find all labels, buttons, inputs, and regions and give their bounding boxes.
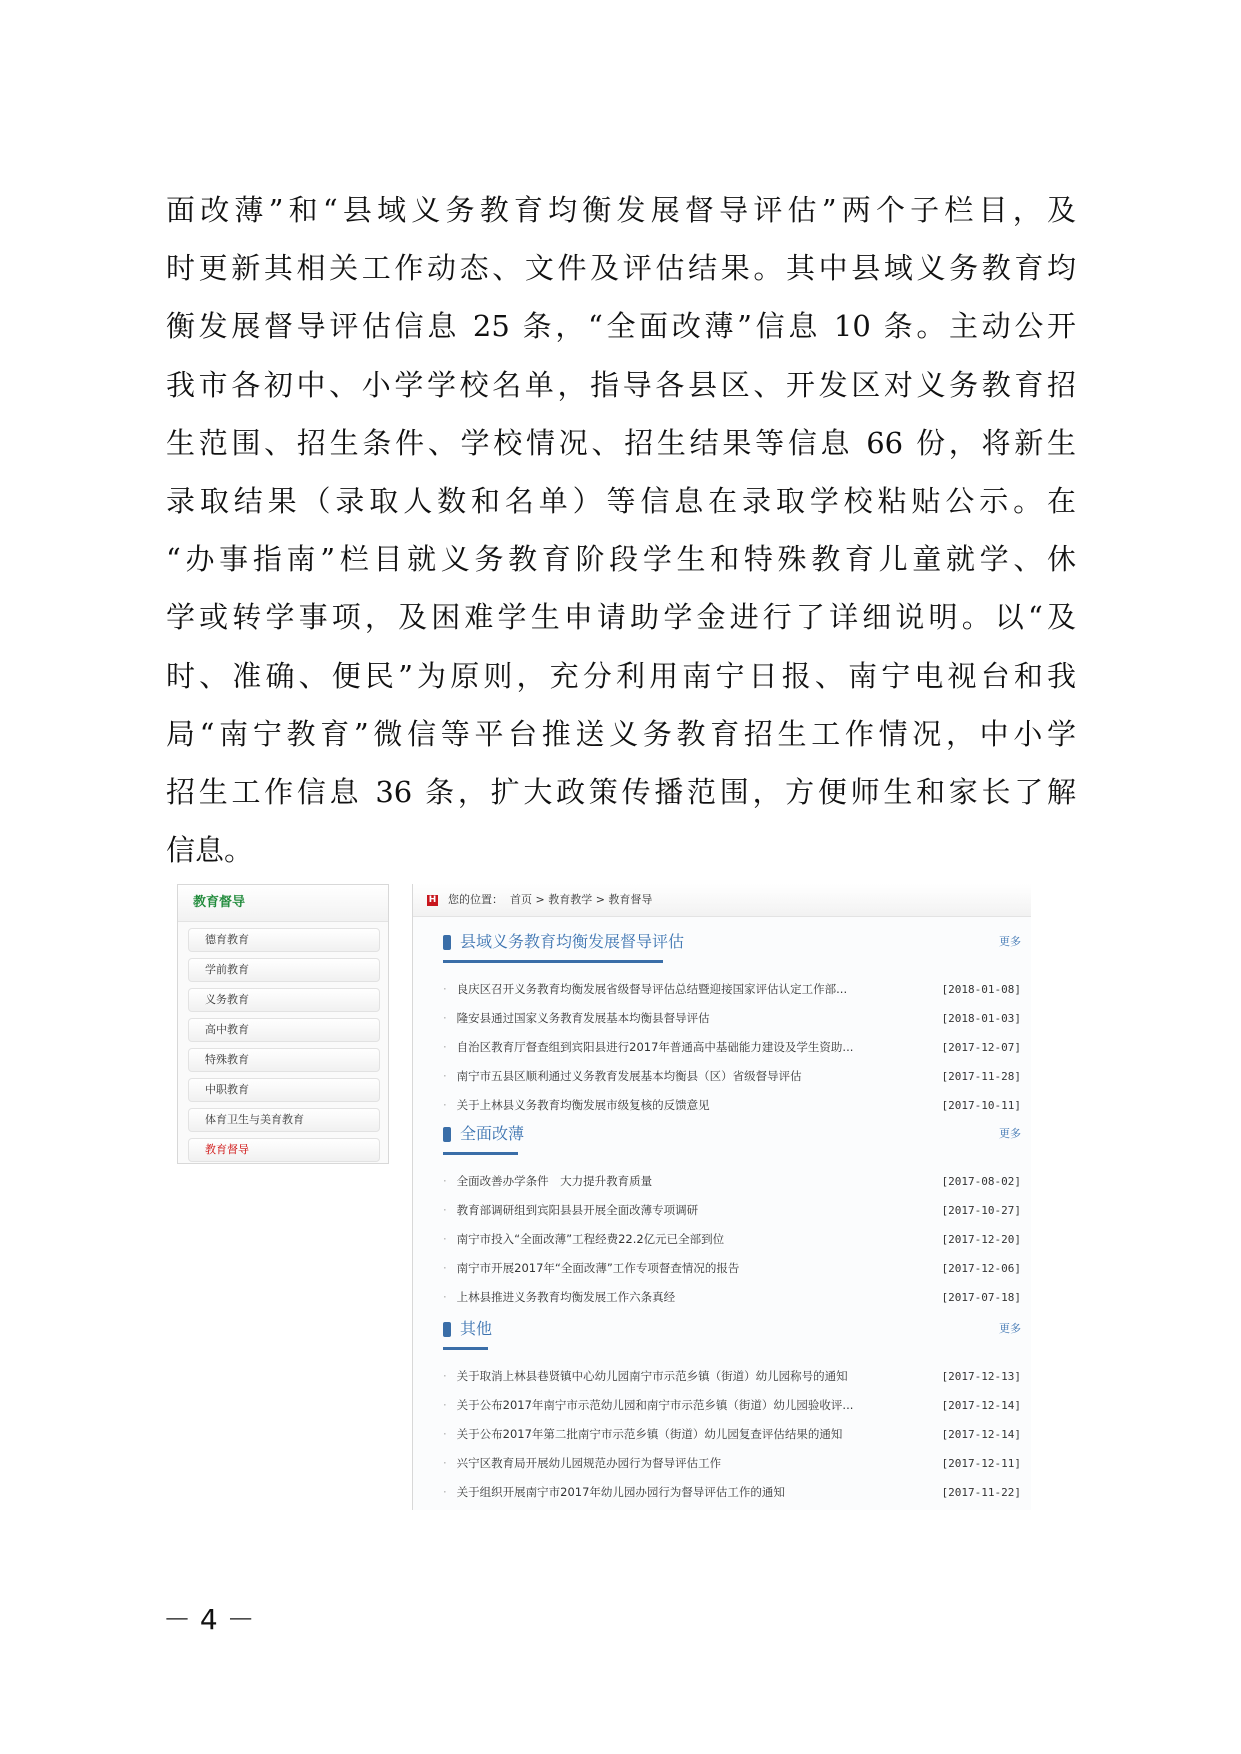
news-date: [2017-11-28]: [941, 1070, 1021, 1083]
body-line: 生范围、招生条件、学校情况、招生结果等信息 66 份，将新生: [166, 425, 1076, 460]
body-line: 招生工作信息 36 条，扩大政策传播范围，方便师生和家长了解: [166, 775, 1076, 809]
list-item[interactable]: [443, 1062, 1021, 1091]
news-date: [2017-12-14]: [941, 1399, 1021, 1412]
section-underline: [443, 960, 663, 963]
page-number: － 4 －: [163, 1603, 255, 1636]
list-item[interactable]: [443, 1167, 1021, 1196]
news-title-link[interactable]: · 南宁市五县区顺利通过义务教育发展基本均衡县（区）省级督导评估: [443, 1062, 802, 1091]
list-item[interactable]: [443, 1004, 1021, 1033]
section-title[interactable]: 其他: [460, 1319, 493, 1338]
news-list: [443, 1362, 1021, 1507]
news-section: [443, 1311, 1021, 1507]
news-title-link[interactable]: · 自治区教育厅督查组到宾阳县进行2017年普通高中基础能力建设及学生资助...: [443, 1033, 853, 1062]
content-panel: [412, 884, 1031, 1510]
breadcrumb-label: 您的位置：: [448, 893, 503, 906]
body-line: 录取结果（录取人数和名单）等信息在录取学校粘贴公示。在: [166, 484, 1076, 518]
news-title-link[interactable]: · 南宁市投入“全面改薄”工程经费22.2亿元已全部到位: [443, 1225, 724, 1254]
news-date: [2017-12-07]: [941, 1041, 1021, 1054]
list-item[interactable]: [443, 1225, 1021, 1254]
news-title-link[interactable]: · 良庆区召开义务教育均衡发展省级督导评估总结暨迎接国家评估认定工作部...: [443, 975, 847, 1004]
news-title-link[interactable]: · 上林县推进义务教育均衡发展工作六条真经: [443, 1283, 675, 1312]
body-line: 时、准确、便民”为原则，充分利用南宁日报、南宁电视台和我: [166, 658, 1076, 693]
news-date: [2018-01-08]: [941, 983, 1021, 996]
sidebar-item[interactable]: 义务教育: [188, 988, 380, 1012]
body-line: 学或转学事项，及困难学生申请助学金进行了详细说明。以“及: [166, 600, 1076, 635]
section-title[interactable]: 全面改薄: [460, 1124, 525, 1143]
more-link[interactable]: 更多: [999, 1127, 1021, 1140]
section-underline: [443, 1152, 518, 1155]
breadcrumb: [413, 884, 1031, 917]
body-line: 我市各初中、小学学校名单，指导各县区、开发区对义务教育招: [166, 367, 1076, 402]
sidebar-item[interactable]: 特殊教育: [188, 1048, 380, 1072]
sidebar-item[interactable]: 体育卫生与美育教育: [188, 1108, 380, 1132]
list-item[interactable]: [443, 975, 1021, 1004]
sidebar-item[interactable]: 学前教育: [188, 958, 380, 982]
news-date: [2017-07-18]: [941, 1291, 1021, 1304]
list-item[interactable]: [443, 1478, 1021, 1507]
news-date: [2017-12-11]: [941, 1457, 1021, 1470]
more-link[interactable]: 更多: [999, 935, 1021, 948]
news-date: [2017-11-22]: [941, 1486, 1021, 1499]
news-list: [443, 975, 1021, 1120]
sidebar-item[interactable]: 高中教育: [188, 1018, 380, 1042]
body-line: 衡发展督导评估信息 25 条，“全面改薄”信息 10 条。主动公开: [166, 309, 1076, 344]
news-section: [443, 1116, 1021, 1312]
section-header: [443, 1116, 1021, 1152]
body-line: 时更新其相关工作动态、文件及评估结果。其中县域义务教育均: [166, 251, 1076, 286]
news-title-link[interactable]: · 教育部调研组到宾阳县县开展全面改薄专项调研: [443, 1196, 698, 1225]
news-section: [443, 924, 1021, 1120]
sidebar-item[interactable]: 教育督导: [188, 1138, 380, 1162]
body-line: “办事指南”栏目就义务教育阶段学生和特殊教育儿童就学、休: [166, 542, 1076, 577]
section-header: [443, 1311, 1021, 1347]
book-icon: [443, 1127, 451, 1142]
news-date: [2017-12-14]: [941, 1428, 1021, 1441]
section-header: [443, 924, 1021, 960]
book-icon: [443, 1322, 451, 1337]
body-line: 信息。: [166, 833, 254, 868]
news-date: [2017-12-13]: [941, 1370, 1021, 1383]
news-title-link[interactable]: · 全面改善办学条件 大力提升教育质量: [443, 1167, 652, 1196]
news-date: [2017-10-11]: [941, 1099, 1021, 1112]
breadcrumb-path[interactable]: 首页 > 教育教学 > 教育督导: [510, 893, 653, 906]
list-item[interactable]: [443, 1362, 1021, 1391]
section-title[interactable]: 县域义务教育均衡发展督导评估: [460, 932, 685, 951]
home-icon: H: [428, 894, 437, 905]
news-date: [2017-08-02]: [941, 1175, 1021, 1188]
news-title-link[interactable]: · 兴宁区教育局开展幼儿园规范办园行为督导评估工作: [443, 1449, 721, 1478]
news-date: [2017-12-20]: [941, 1233, 1021, 1246]
news-date: [2018-01-03]: [941, 1012, 1021, 1025]
list-item[interactable]: [443, 1283, 1021, 1312]
news-title-link[interactable]: · 关于公布2017年南宁市示范幼儿园和南宁市示范乡镇（街道）幼儿园验收评...: [443, 1391, 853, 1420]
news-title-link[interactable]: · 南宁市开展2017年“全面改薄”工作专项督查情况的报告: [443, 1254, 739, 1283]
list-item[interactable]: [443, 1420, 1021, 1449]
book-icon: [443, 935, 451, 950]
news-title-link[interactable]: · 关于公布2017年第二批南宁市示范乡镇（街道）幼儿园复查评估结果的通知: [443, 1420, 842, 1449]
list-item[interactable]: [443, 1449, 1021, 1478]
news-date: [2017-10-27]: [941, 1204, 1021, 1217]
sidebar-panel: [177, 884, 389, 1164]
list-item[interactable]: [443, 1196, 1021, 1225]
sidebar-title: 教育督导: [178, 885, 388, 922]
news-date: [2017-12-06]: [941, 1262, 1021, 1275]
body-line: 面改薄”和“县域义务教育均衡发展督导评估”两个子栏目，及: [166, 193, 1076, 227]
body-line: 局“南宁教育”微信等平台推送义务教育招生工作情况，中小学: [166, 716, 1076, 751]
sidebar-item[interactable]: 中职教育: [188, 1078, 380, 1102]
news-title-link[interactable]: · 关于组织开展南宁市2017年幼儿园办园行为督导评估工作的通知: [443, 1478, 785, 1507]
section-underline: [443, 1347, 488, 1350]
news-list: [443, 1167, 1021, 1312]
news-title-link[interactable]: · 关于上林县义务教育均衡发展市级复核的反馈意见: [443, 1091, 710, 1120]
news-title-link[interactable]: · 关于取消上林县巷贤镇中心幼儿园南宁市示范乡镇（街道）幼儿园称号的通知: [443, 1362, 848, 1391]
more-link[interactable]: 更多: [999, 1322, 1021, 1335]
list-item[interactable]: [443, 1033, 1021, 1062]
sidebar-item[interactable]: 德育教育: [188, 928, 380, 952]
list-item[interactable]: [443, 1254, 1021, 1283]
list-item[interactable]: [443, 1391, 1021, 1420]
news-title-link[interactable]: · 隆安县通过国家义务教育发展基本均衡县督导评估: [443, 1004, 710, 1033]
